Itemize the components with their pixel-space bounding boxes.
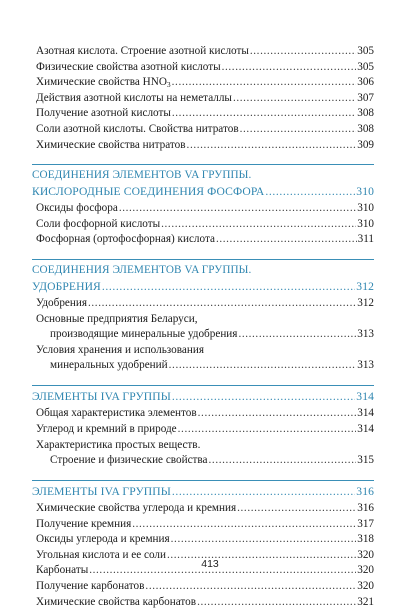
toc-entry-continuation: [36, 453, 374, 469]
section-heading-line: КИСЛОРОДНЫЕ СОЕДИНЕНИЯ ФОСФОРА: [32, 184, 265, 198]
toc-group-phosphorus: [32, 201, 374, 248]
toc-entry-title-line: Основные предприятия Беларуси,: [36, 312, 198, 325]
section-heading-entry: [32, 184, 374, 199]
leader-dots: [238, 327, 356, 343]
toc-entry[interactable]: [36, 595, 374, 610]
leader-dots: [171, 532, 357, 548]
subscript: 3: [166, 80, 171, 90]
toc-entry[interactable]: [36, 217, 374, 233]
toc-entry[interactable]: [36, 106, 374, 122]
toc-entry[interactable]: [36, 532, 374, 548]
toc-section-heading[interactable]: [32, 385, 374, 404]
toc-entry-title: Фосфорная (ортофосфорная) кислота: [36, 233, 215, 246]
leader-dots: [178, 422, 357, 438]
toc-entry-title-line: Строение и физические свойства: [50, 454, 208, 467]
toc-entry-title: Карбонаты: [36, 564, 89, 577]
toc-entry-page: 305: [357, 60, 374, 73]
leader-dots: [237, 501, 356, 517]
section-heading-line: СОЕДИНЕНИЯ ЭЛЕМЕНТОВ VA ГРУППЫ.: [32, 263, 252, 276]
leader-dots: [198, 406, 357, 422]
section-heading-entry: [32, 484, 374, 499]
toc-entry-title-line: Условия хранения и использования: [36, 343, 204, 356]
toc-entry[interactable]: [36, 296, 374, 312]
toc-entry-title: Соли фосфорной кислоты: [36, 217, 161, 230]
toc-entry-page: 320: [357, 564, 374, 577]
leader-dots: [172, 484, 355, 499]
toc-section-heading[interactable]: [32, 480, 374, 499]
toc-entry-page: 308: [357, 107, 374, 120]
toc-entry-page: 313: [357, 328, 374, 341]
toc-entry-page: 310: [357, 217, 374, 230]
toc-entry[interactable]: [36, 138, 374, 154]
toc-entry-page: 314: [356, 389, 374, 403]
toc-entry[interactable]: [36, 75, 374, 91]
leader-dots: [102, 279, 355, 294]
toc-entry-title: [36, 75, 171, 91]
toc-entry-title: Физические свойства азотной кислоты: [36, 60, 221, 73]
toc-entry[interactable]: [36, 44, 374, 60]
toc-entry-title-main: Химические свойства HNO: [36, 76, 167, 89]
toc-entry-title: Удобрения: [36, 296, 88, 309]
toc-entry-title: Соли азотной кислоты. Свойства нитратов: [36, 122, 239, 135]
toc-entry-title-line: минеральных удобрений: [50, 359, 168, 372]
toc-entry-page: 312: [357, 296, 374, 309]
section-heading-entry: [32, 279, 374, 294]
leader-dots: [197, 595, 356, 610]
page-number: 413: [201, 558, 219, 570]
leader-dots: [187, 138, 357, 154]
toc-entry[interactable]: [36, 91, 374, 107]
toc-entry-multiline[interactable]: [36, 312, 374, 343]
toc-group-nitric-acid: [32, 44, 374, 153]
leader-dots: [172, 389, 355, 404]
leader-dots: [233, 91, 356, 107]
toc-section-heading[interactable]: [32, 259, 374, 294]
leader-dots: [172, 106, 356, 122]
toc-entry-page: 320: [357, 580, 374, 593]
toc-entry-title: Углерод и кремний в природе: [36, 422, 177, 435]
toc-entry-page: 314: [357, 422, 374, 435]
toc-entry-page: 311: [357, 233, 374, 246]
toc-entry-page: 313: [357, 359, 374, 372]
toc-entry-page: 310: [356, 184, 374, 198]
toc-entry-multiline[interactable]: [36, 343, 374, 374]
toc-entry-page: 306: [357, 76, 374, 89]
toc-entry-title: Химические свойства нитратов: [36, 138, 186, 151]
toc-entry-page: 312: [356, 279, 374, 293]
toc-entry-title: Азотная кислота. Строение азотной кислоты: [36, 45, 249, 57]
section-heading-line: ЭЛЕМЕНТЫ IVA ГРУППЫ: [32, 484, 171, 498]
leader-dots: [145, 579, 356, 595]
toc-entry-continuation: [36, 327, 374, 343]
toc-entry-title: Получение кремния: [36, 517, 132, 530]
toc-entry-page: 307: [357, 91, 374, 104]
toc-entry-page: 320: [357, 548, 374, 561]
toc-entry[interactable]: [36, 201, 374, 217]
leader-dots: [161, 217, 356, 233]
toc-entry-title-line: Характеристика простых веществ.: [36, 438, 201, 451]
toc-entry-page: 318: [357, 533, 374, 546]
section-heading-line: ЭЛЕМЕНТЫ IVA ГРУППЫ: [32, 389, 171, 403]
toc-entry-title: Оксиды углерода и кремния: [36, 533, 170, 546]
toc-entry[interactable]: [36, 422, 374, 438]
toc-entry-page: 309: [357, 138, 374, 151]
section-heading-line: УДОБРЕНИЯ: [32, 279, 101, 293]
section-heading-entry: [32, 389, 374, 404]
toc-entry-title: Химические свойства углерода и кремния: [36, 502, 237, 515]
toc-group-iva-chemistry: [32, 501, 374, 610]
leader-dots: [216, 232, 357, 248]
toc-entry-title-line: производящие минеральные удобрения: [50, 328, 238, 341]
toc-entry-page: 321: [357, 595, 374, 608]
toc-entry-title: Получение азотной кислоты: [36, 107, 171, 120]
toc-entry-title: Оксиды фосфора: [36, 202, 118, 215]
toc-entry-title: Действия азотной кислоты на неметаллы: [36, 91, 232, 104]
toc-entry-page: 315: [357, 454, 374, 467]
leader-dots: [132, 517, 356, 533]
toc-entry-page: 314: [357, 407, 374, 420]
toc-entry-page: 305: [357, 45, 374, 57]
leader-dots: [265, 184, 355, 199]
toc-entry-page: 316: [356, 484, 374, 498]
toc-entry[interactable]: [36, 406, 374, 422]
toc-entry[interactable]: [36, 501, 374, 517]
toc-entry-title: Угольная кислота и ее соли: [36, 548, 166, 561]
toc-group-iva-general: [32, 406, 374, 468]
leader-dots: [88, 296, 356, 312]
toc-entry-page: 310: [357, 202, 374, 215]
leader-dots: [119, 201, 356, 217]
toc-entry[interactable]: [36, 122, 374, 138]
toc-entry[interactable]: [36, 60, 374, 76]
toc-entry-page: 317: [357, 517, 374, 530]
toc-entry-title: Химические свойства карбонатов: [36, 595, 197, 608]
toc-entry-title: Общая характеристика элементов: [36, 407, 197, 420]
leader-dots: [222, 60, 357, 76]
toc-entry-page: 308: [357, 122, 374, 135]
leader-dots: [250, 44, 356, 60]
toc-entry-continuation: [36, 358, 374, 374]
toc-section-heading[interactable]: [32, 164, 374, 199]
toc-entry[interactable]: [36, 579, 374, 595]
toc-entry[interactable]: [36, 517, 374, 533]
toc-entry[interactable]: [36, 232, 374, 248]
section-heading-line: СОЕДИНЕНИЯ ЭЛЕМЕНТОВ VA ГРУППЫ.: [32, 169, 252, 182]
leader-dots: [169, 358, 357, 374]
leader-dots: [240, 122, 357, 138]
table-of-contents: [32, 44, 374, 610]
leader-dots: [209, 453, 357, 469]
toc-entry-multiline[interactable]: [36, 438, 374, 469]
toc-entry-page: 316: [357, 502, 374, 515]
toc-group-fertilizers: [32, 296, 374, 374]
toc-entry-title: Получение карбонатов: [36, 580, 145, 593]
leader-dots: [172, 75, 357, 91]
